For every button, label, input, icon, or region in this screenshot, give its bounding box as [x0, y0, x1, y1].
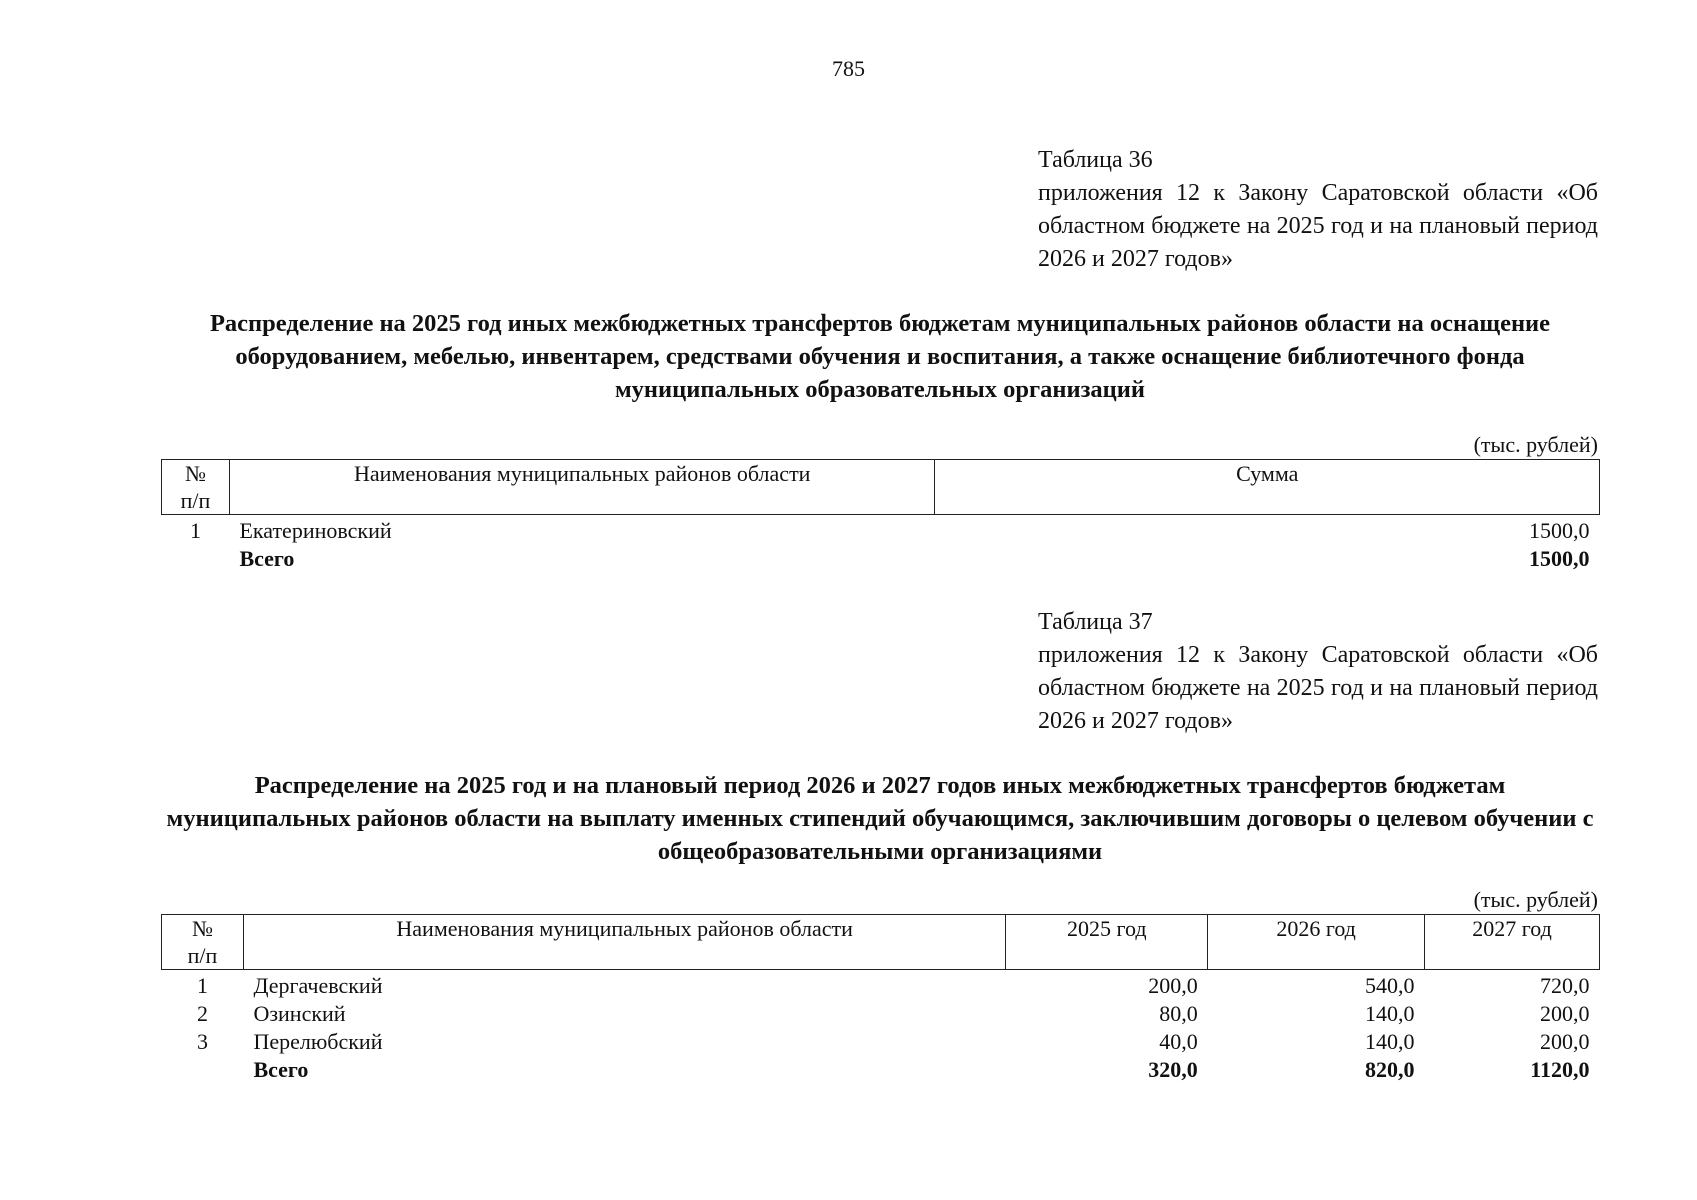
row-2025: 40,0	[1159, 1029, 1198, 1054]
annex-reference-36	[1038, 144, 1598, 276]
row-num: 1	[189, 518, 201, 543]
row-district: Дергачевский	[253, 973, 383, 998]
table-title-36: Распределение на 2025 год иных межбюджетных трансфертов бюджетам муниципальных районов области на оснащение оборудованием, мебелью, инвентарем, средствами обучения и воспитания, а также оснащение библиотечного фонда муниципальных образовательных организаций	[209, 310, 1551, 403]
annex-body-36: приложения 12 к Закону Саратовской области «Об областном бюджете на 2025 год и на плановый период 2026 и 2027 годов»	[1038, 180, 1598, 272]
total-sum: 1500,0	[1529, 546, 1590, 571]
row-district: Екатериновский	[239, 518, 392, 543]
header-name: Наименования муниципальных районов области	[243, 915, 1005, 970]
table-row	[162, 1028, 1600, 1056]
total-label: Всего	[239, 546, 295, 571]
header-num	[162, 915, 244, 970]
table-label-36: Таблица 36	[1038, 147, 1153, 173]
table-row	[162, 970, 1600, 1001]
row-2025: 80,0	[1159, 1001, 1198, 1026]
units-label-37: (тыс. рублей)	[1473, 887, 1598, 912]
table-37	[161, 914, 1600, 1084]
total-2027: 1120,0	[1530, 1057, 1590, 1082]
annex-body-37: приложения 12 к Закону Саратовской области «Об областном бюджете на 2025 год и на плановый период 2026 и 2027 годов»	[1038, 642, 1598, 734]
total-2025: 320,0	[1148, 1057, 1198, 1082]
header-2026: 2026 год	[1208, 915, 1425, 970]
header-num	[162, 460, 230, 515]
row-2027: 200,0	[1540, 1029, 1590, 1054]
row-num: 2	[196, 1001, 208, 1026]
units-label-36: (тыс. рублей)	[1473, 432, 1598, 457]
header-2025: 2025 год	[1006, 915, 1208, 970]
table-title-37: Распределение на 2025 год и на плановый период 2026 и 2027 годов иных межбюджетных трансфертов бюджетам муниципальных районов области на выплату именных стипендий обучающимся, заключившим договоры о целевом обучении с общеобразовательными организациями	[166, 772, 1594, 865]
row-2027: 200,0	[1540, 1001, 1590, 1026]
header-sum: Сумма	[935, 460, 1600, 515]
row-sum: 1500,0	[1529, 518, 1590, 543]
page-number: 785	[832, 56, 865, 81]
header-num-line2: п/п	[187, 943, 218, 968]
row-num: 3	[196, 1029, 208, 1054]
table-36	[161, 459, 1600, 573]
row-num: 1	[196, 973, 208, 998]
row-district: Озинский	[253, 1001, 346, 1026]
table-total-row	[162, 1056, 1600, 1084]
table-header-row	[162, 915, 1600, 970]
row-2026: 140,0	[1365, 1029, 1415, 1054]
table-header-row	[162, 460, 1600, 515]
header-num-line1: №	[184, 461, 206, 486]
total-2026: 820,0	[1365, 1057, 1415, 1082]
annex-reference-37	[1038, 606, 1598, 738]
table-row	[162, 1000, 1600, 1028]
row-2025: 200,0	[1148, 973, 1198, 998]
table-label-37: Таблица 37	[1038, 609, 1153, 635]
total-label: Всего	[253, 1057, 309, 1082]
header-num-line2: п/п	[180, 488, 211, 513]
row-district: Перелюбский	[253, 1029, 383, 1054]
row-2026: 540,0	[1365, 973, 1415, 998]
row-2027: 720,0	[1540, 973, 1590, 998]
row-2026: 140,0	[1365, 1001, 1415, 1026]
header-name: Наименования муниципальных районов области	[229, 460, 935, 515]
table-row	[162, 515, 1600, 546]
header-num-line1: №	[191, 916, 213, 941]
header-2027: 2027 год	[1425, 915, 1600, 970]
table-total-row	[162, 545, 1600, 573]
